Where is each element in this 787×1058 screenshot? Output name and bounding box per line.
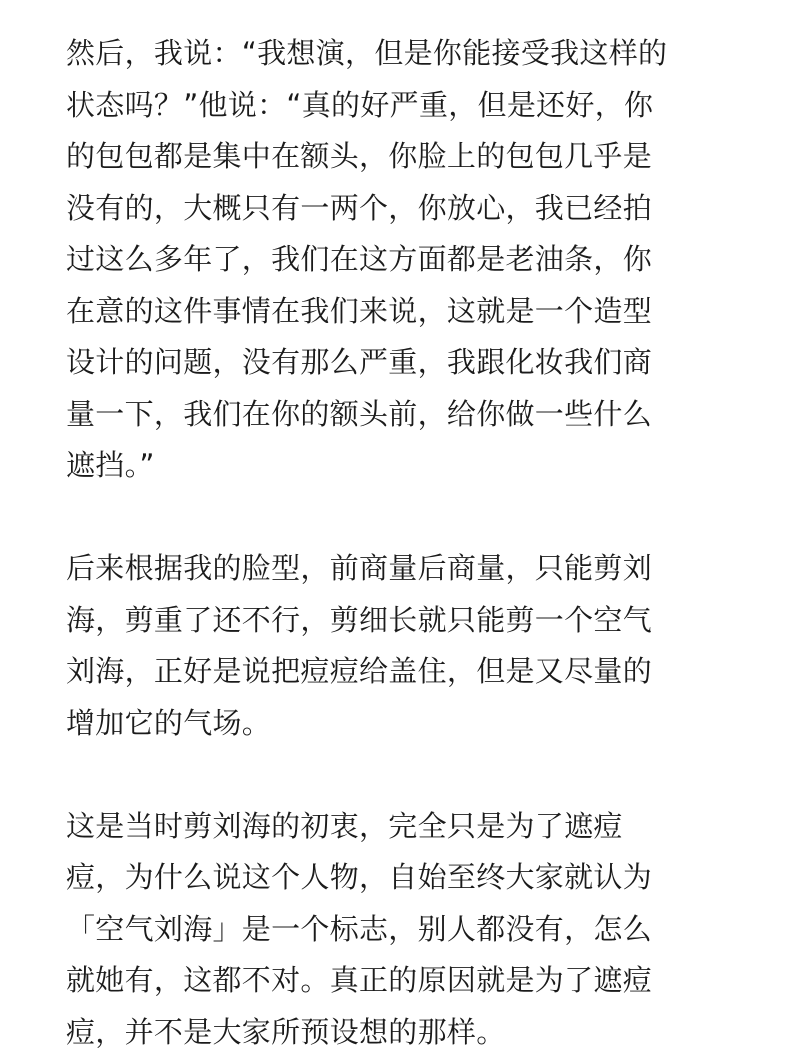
text-line: 过这么多年了，我们在这方面都是老油条，你 xyxy=(66,234,756,286)
article-body xyxy=(66,28,756,1058)
text-line: 海，剪重了还不行，剪细长就只能剪一个空气 xyxy=(66,595,756,647)
text-line: 后来根据我的脸型，前商量后商量，只能剪刘 xyxy=(66,543,756,595)
text-line: 量一下，我们在你的额头前，给你做一些什么 xyxy=(66,389,756,441)
text-line: 状态吗？”他说：“真的好严重，但是还好，你 xyxy=(66,80,756,132)
text-line: 的包包都是集中在额头，你脸上的包包几乎是 xyxy=(66,131,756,183)
text-line: 然后，我说：“我想演，但是你能接受我这样的 xyxy=(66,28,756,80)
text-line: 痘，并不是大家所预设想的那样。 xyxy=(66,1007,756,1058)
text-line: 就她有，这都不对。真正的原因就是为了遮痘 xyxy=(66,955,756,1007)
text-line: 没有的，大概只有一两个，你放心，我已经拍 xyxy=(66,183,756,235)
text-line: 遮挡。” xyxy=(66,440,756,492)
text-line: 设计的问题，没有那么严重，我跟化妆我们商 xyxy=(66,337,756,389)
paragraph-3 xyxy=(66,801,756,1058)
text-line: 痘，为什么说这个人物，自始至终大家就认为 xyxy=(66,852,756,904)
text-line: 刘海，正好是说把痘痘给盖住，但是又尽量的 xyxy=(66,646,756,698)
text-line: 这是当时剪刘海的初衷，完全只是为了遮痘 xyxy=(66,801,756,853)
paragraph-2 xyxy=(66,543,756,749)
text-line: 在意的这件事情在我们来说，这就是一个造型 xyxy=(66,286,756,338)
paragraph-1 xyxy=(66,28,756,492)
text-line: 增加它的气场。 xyxy=(66,698,756,750)
text-line: 「空气刘海」是一个标志，别人都没有，怎么 xyxy=(66,904,756,956)
